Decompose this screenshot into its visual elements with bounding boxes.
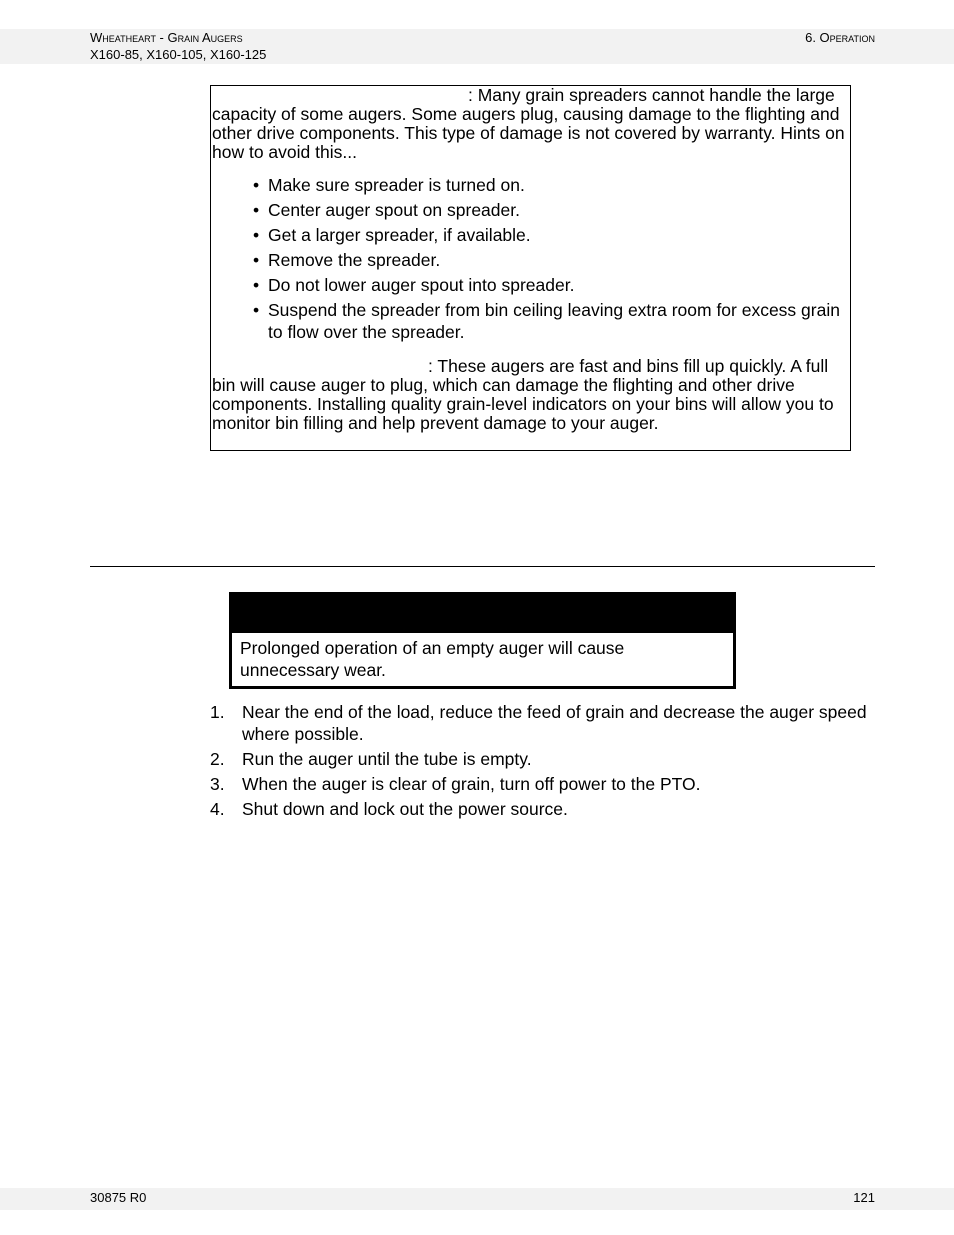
spreader-caution-box [210, 85, 851, 451]
list-item: • Do not lower auger spout into spreader. [253, 275, 575, 295]
header-models: X160-85, X160-105, X160-125 [90, 47, 267, 62]
list-item: • Remove the spreader. [253, 250, 441, 270]
page-footer [0, 1188, 954, 1210]
list-item: • Make sure spreader is turned on. [253, 175, 525, 195]
notice-heading [232, 595, 733, 633]
list-item: 4. Shut down and lock out the power source. [210, 799, 568, 819]
page-number: 121 [853, 1190, 875, 1205]
header-left [90, 29, 266, 63]
section-divider [90, 566, 875, 567]
header-section: 6. Operation [805, 30, 875, 45]
list-item: • Get a larger spreader, if available. [253, 225, 531, 245]
list-item: 1. Near the end of the load, reduce the feed of grain and decrease the auger speed where possible. [210, 702, 867, 744]
list-item: • Suspend the spreader from bin ceiling leaving extra room for excess grain to flow over the spreader. [253, 300, 840, 342]
header-title: Wheatheart - Grain Augers [90, 30, 243, 45]
spreader-hints-list [211, 174, 850, 343]
list-item: 3. When the auger is clear of grain, turn off power to the PTO. [210, 774, 701, 794]
notice-box [229, 592, 736, 689]
shutdown-steps [210, 701, 870, 823]
bin-fill-paragraph: : These augers are fast and bins fill up quickly. A full bin will cause auger to plug, which can damage the flighting and other drive components. Installing quality grain-level indicators on your bins will allow you to monitor bin filling and help prevent damage to your auger. [212, 356, 834, 433]
document-number: 30875 R0 [90, 1190, 147, 1205]
list-item: 2. Run the auger until the tube is empty. [210, 749, 532, 769]
page-header [0, 29, 954, 64]
spreader-paragraph: : Many grain spreaders cannot handle the large capacity of some augers. Some augers plug, causing damage to the flighting and other drive components. This type of damage is not covered by warranty. Hints on how to avoid this... [212, 85, 845, 162]
list-item: • Center auger spout on spreader. [253, 200, 520, 220]
notice-text: Prolonged operation of an empty auger will cause unnecessary wear. [240, 638, 625, 680]
